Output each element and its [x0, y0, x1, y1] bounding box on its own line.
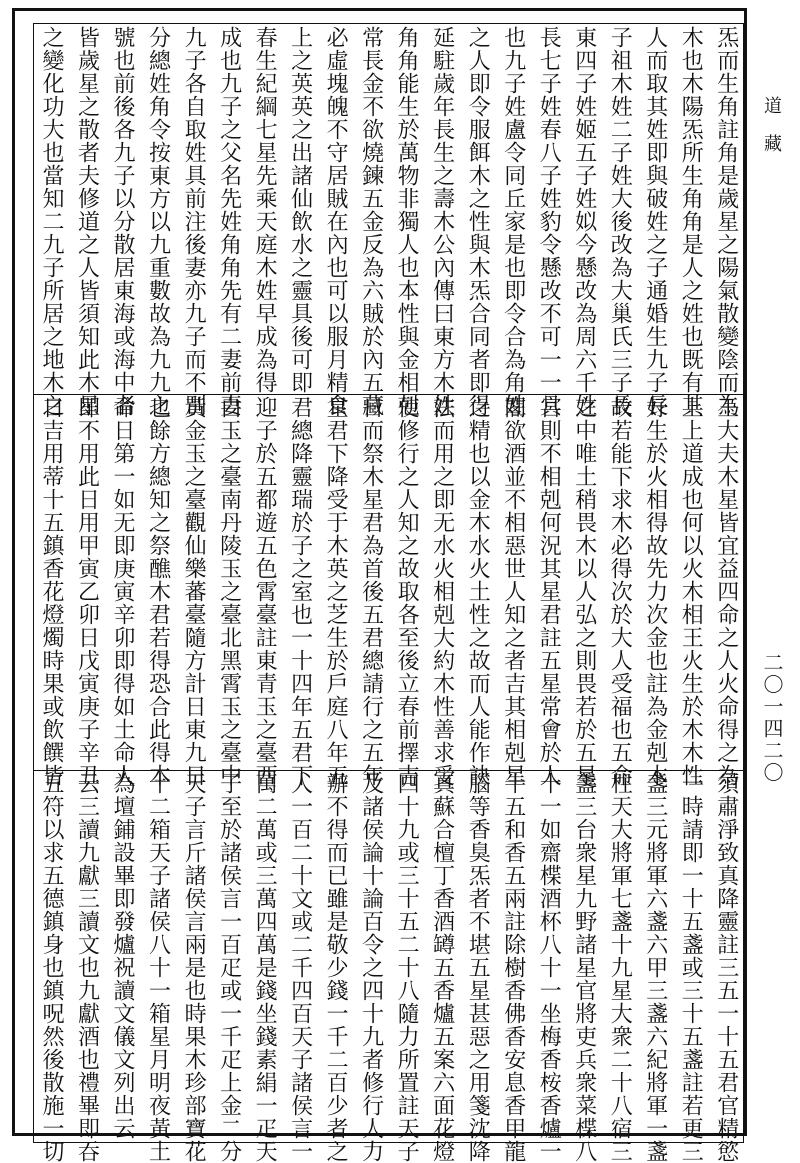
text-column: 十一如齋楪酒杯八十一坐梅香桉香爐一	[536, 772, 562, 1163]
text-column: 好生於火相得故先力次金也註為金剋木	[642, 396, 668, 787]
text-column: 王大夫木星皆宜益四命之人火命得之為	[713, 396, 739, 787]
divider	[34, 394, 743, 395]
panel-bottom	[34, 772, 743, 1163]
text-column: 盞三元將軍六盞六甲三盞六紀將軍一盞	[642, 772, 668, 1163]
text-column: 日吉用蒂十五鎮香花燈燭時果或飲饌皆	[39, 396, 64, 787]
text-column: 九子各自取姓具前注後妻亦九子而不別	[181, 26, 207, 417]
text-column: 星君下降受于木英之芝生於戶庭八年五	[323, 396, 349, 787]
text-column: 常長金不欲燒鍊五金反為六賊於內五藏	[358, 26, 384, 417]
text-column: 故若能下求木必得次於大人受福也五命	[607, 396, 633, 787]
text-column: 使修行之人知之故取各至後立春前擇吉	[394, 396, 420, 787]
text-column: 云三讀九獻三讀文也九獻酒也禮畢即吞	[74, 772, 100, 1163]
text-column: 也九子姓盧令同丘家是也即令合為角姓	[500, 26, 526, 417]
text-column: 命日第一如无即庚寅辛卯即得如土命人	[110, 396, 136, 787]
text-column: 為壇鋪設畢即發爐祝讀文儀文列出云	[110, 772, 136, 1140]
text-column: 日而祭木星君為首後五君總請行之五年	[358, 396, 384, 787]
text-column: 木也木陽炁所生角角是人之姓也既有其	[678, 26, 704, 417]
text-column: 及諸侯論十論百令之四十九者修行人力	[358, 772, 384, 1163]
text-column: 延駐歲年長生之壽木公內傳曰東方木姓	[429, 26, 455, 417]
text-column: 迎子於五都遊五色霄臺註東青玉之臺西	[252, 396, 278, 787]
text-column: 一時請即一十五盞或三十五盞註若更三	[678, 772, 704, 1163]
text-column: 萬二萬或三萬四萬是錢坐錢素絹一疋天	[252, 772, 278, 1163]
text-column: 炁而生角註角是歲星之陽氣散變陰而為	[713, 26, 739, 417]
panel-top	[34, 26, 743, 417]
text-column: 之中唯土稍畏木以人弘之則畏若於五星	[571, 396, 597, 787]
text-column: 宮則不相剋何況其星君註五星常會於人	[536, 396, 562, 787]
text-column: 十五和香五兩註除樹香佛香安息香甲龍	[500, 772, 526, 1163]
text-column: 必虛塊魄不守居賊在內也可以服月精食	[323, 26, 349, 417]
text-column: 即不用此日用甲寅乙卯日戊寅庚子辛丑	[74, 396, 100, 787]
text-column: 五符以求五德鎮身也鎮呪然後散施一切	[39, 772, 64, 1163]
text-column: 長七子姓春八子姓豹令懸改不可一一具	[536, 26, 562, 417]
text-column: 上上道成也何以火木相王火生於木木性	[678, 396, 704, 787]
text-column: 真蘇合檀丁香酒罇五香爐五案六面花燈	[429, 772, 455, 1163]
text-column: 之變化功大也當知二九子所居之地木之	[39, 26, 64, 417]
text-column: 十二箱天子諸侯八十一箱星月明夜黃土	[145, 772, 171, 1163]
text-column: 閣欲酒並不相惡世人知之者吉其相剋星	[500, 396, 526, 787]
text-block	[33, 23, 744, 1163]
text-column: 白玉之臺南丹陵玉之臺北黑霄玉之臺中	[216, 396, 242, 787]
text-column: 黃金玉之臺觀仙樂蕃臺隨方計日東九日	[181, 396, 207, 787]
text-column: 子至於諸侯言一百疋或一千疋上金二分	[216, 772, 242, 1163]
text-column: 成也九子之父名先姓角角先有二妻前妻	[216, 26, 242, 417]
text-column: 分總姓角令按東方以九重數故為九九之	[145, 26, 171, 417]
text-column: 人一百二十文或二千四百天子諸侯言一	[287, 772, 313, 1163]
page-number: 二〇一四二〇	[760, 652, 784, 784]
text-column: 辦不得而已雖是敬少錢一千二百少者之	[323, 772, 349, 1163]
text-column: 腦等香臭炁者不堪五星甚惡之用箋沈降	[465, 772, 491, 1163]
panel-middle	[34, 396, 743, 787]
text-column: 人而取其姓即與破姓之子通婚生九子長	[642, 26, 668, 417]
text-column: 盞三台衆星九野諸星官將吏兵衆菜楪八	[571, 772, 597, 1163]
text-column: 皆歲星之散者夫修道之人皆須知此木星	[74, 26, 100, 417]
text-column: 東四子姓姬五子姓姒今懸改為周六千姓	[571, 26, 597, 417]
text-column: 上之英英之出諸仙飲水之靈具後可即	[287, 26, 313, 394]
text-column: 角角能生於萬物非獨人也本性與金相剋	[394, 26, 420, 417]
text-column: 之人即令服餌木之性與木炁合同者即得	[465, 26, 491, 417]
text-column: 也餘方總知之祭醮木君若得恐合此得本	[145, 396, 171, 787]
text-column: 君總降靈瑞於子之室也一十四年五君下	[287, 396, 313, 787]
side-title: 道藏	[761, 96, 782, 172]
text-column: 天子言斤諸侯言兩是也時果木珍部寶花	[181, 772, 207, 1163]
text-column: 法而用之即无水火相剋大約木性善求受	[429, 396, 455, 787]
text-column: 號也前後各九子以分散居東海或海中者	[110, 26, 136, 417]
text-column: 四十九或三十五二十八隨力所置註天子	[394, 772, 420, 1163]
text-column: 之精也以金木水火土性之故而人能作訣	[465, 396, 491, 787]
divider	[34, 770, 743, 771]
text-column: 柱天大將軍七盞十九星大衆二十八宿三	[607, 772, 633, 1163]
page-frame	[12, 8, 747, 1163]
text-column: 子祖木姓二子姓大後改為大巢氏三子長	[607, 26, 633, 417]
text-column: 春生紀綱七星先乘天庭木姓早成為得	[252, 26, 278, 394]
text-column: 須肅淨致真降靈註三五一十五君官精慾	[713, 772, 739, 1163]
